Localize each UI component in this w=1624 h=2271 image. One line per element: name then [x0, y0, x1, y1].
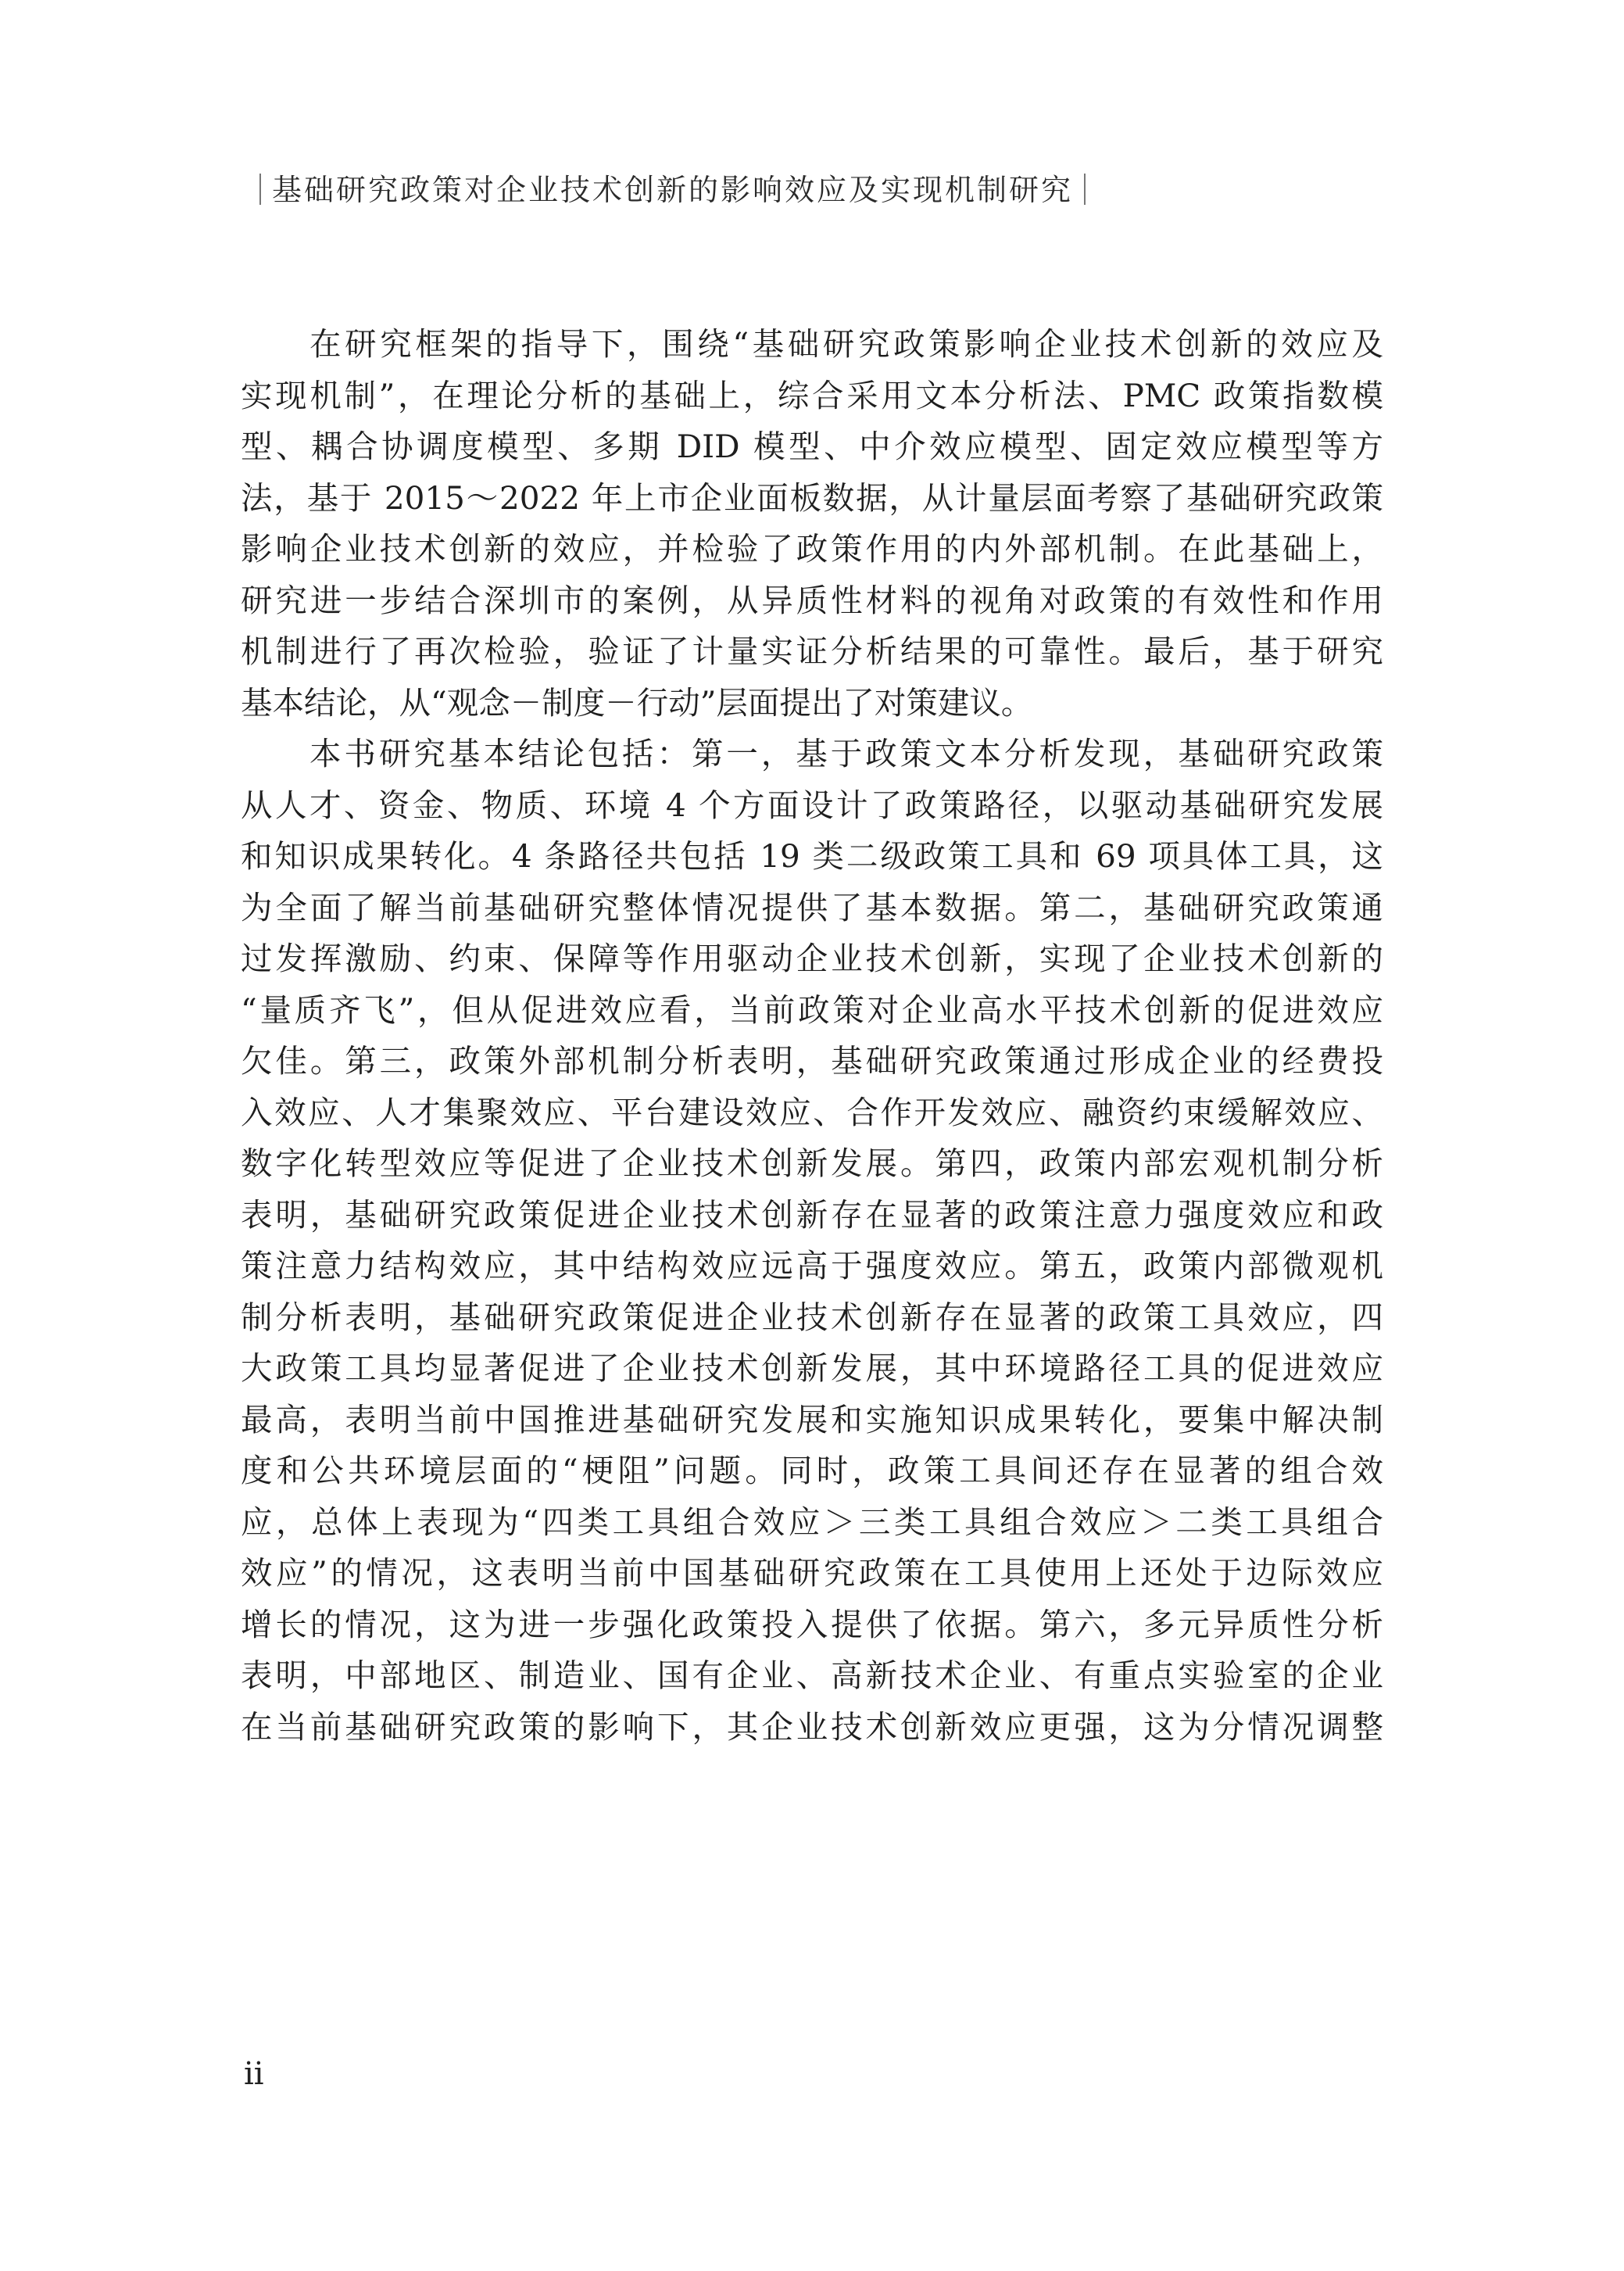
text-line: 法，基于 2015～2022 年上市企业面板数据，从计量层面考察了基础研究政策 [241, 478, 1383, 517]
text-line: 表明，中部地区、制造业、国有企业、高新技术企业、有重点实验室的企业 [241, 1657, 1383, 1694]
text-line: 策注意力结构效应，其中结构效应远高于强度效应。第五，政策内部微观机 [241, 1247, 1383, 1284]
text-line: 数字化转型效应等促进了企业技术创新发展。第四，政策内部宏观机制分析 [241, 1144, 1383, 1182]
text-line: 制分析表明，基础研究政策促进企业技术创新存在显著的政策工具效应，四 [241, 1298, 1383, 1336]
text-line: 在研究框架的指导下，围绕“基础研究政策影响企业技术创新的效应及 [309, 325, 1383, 363]
page-number: ii [244, 2056, 264, 2092]
text-line: 机制进行了再次检验，验证了计量实证分析结果的可靠性。最后，基于研究 [241, 632, 1383, 670]
text-line: 入效应、人才集聚效应、平台建设效应、合作开发效应、融资约束缓解效应、 [241, 1093, 1383, 1131]
text-line: 效应”的情况，这表明当前中国基础研究政策在工具使用上还处于边际效应 [241, 1554, 1383, 1592]
header-right-rule [1084, 174, 1086, 205]
text-line: 表明，基础研究政策促进企业技术创新存在显著的政策注意力强度效应和政 [241, 1195, 1383, 1234]
text-line: 实现机制”，在理论分析的基础上，综合采用文本分析法、PMC 政策指数模 [241, 376, 1383, 414]
text-line: 度和公共环境层面的“梗阻”问题。同时，政策工具间还存在显著的组合效 [241, 1452, 1383, 1489]
text-line: 本书研究基本结论包括：第一，基于政策文本分析发现，基础研究政策 [309, 735, 1383, 772]
text-line: 欠佳。第三，政策外部机制分析表明，基础研究政策通过形成企业的经费投 [241, 1042, 1383, 1080]
text-line: 基本结论，从“观念－制度－行动”层面提出了对策建议。 [241, 683, 1033, 722]
body-text [241, 319, 1383, 1753]
text-line: 从人才、资金、物质、环境 4 个方面设计了政策路径，以驱动基础研究发展 [241, 786, 1383, 824]
text-line: 过发挥激励、约束、保障等作用驱动企业技术创新，实现了企业技术创新的 [241, 940, 1383, 977]
text-line: 最高，表明当前中国推进基础研究发展和实施知识成果转化，要集中解决制 [241, 1400, 1383, 1438]
header-left-rule [259, 174, 261, 205]
text-line: 在当前基础研究政策的影响下，其企业技术创新效应更强，这为分情况调整 [241, 1707, 1383, 1746]
text-line: 为全面了解当前基础研究整体情况提供了基本数据。第二，基础研究政策通 [241, 888, 1383, 926]
running-title: 基础研究政策对企业技术创新的影响效应及实现机制研究 [272, 173, 1074, 207]
text-line: 影响企业技术创新的效应，并检验了政策作用的内外部机制。在此基础上， [241, 530, 1383, 568]
text-line: 和知识成果转化。4 条路径共包括 19 类二级政策工具和 69 项具体工具，这 [241, 837, 1383, 875]
text-line: 研究进一步结合深圳市的案例，从异质性材料的视角对政策的有效性和作用 [241, 581, 1383, 619]
text-line: “量质齐飞”，但从促进效应看，当前政策对企业高水平技术创新的促进效应 [241, 990, 1383, 1029]
text-line: 大政策工具均显著促进了企业技术创新发展，其中环境路径工具的促进效应 [241, 1349, 1383, 1387]
text-line: 应，总体上表现为“四类工具组合效应＞三类工具组合效应＞二类工具组合 [241, 1503, 1383, 1541]
text-line: 型、耦合协调度模型、多期 DID 模型、中介效应模型、固定效应模型等方 [241, 428, 1383, 465]
running-header [249, 166, 1096, 209]
text-line: 增长的情况，这为进一步强化政策投入提供了依据。第六，多元异质性分析 [241, 1605, 1383, 1643]
